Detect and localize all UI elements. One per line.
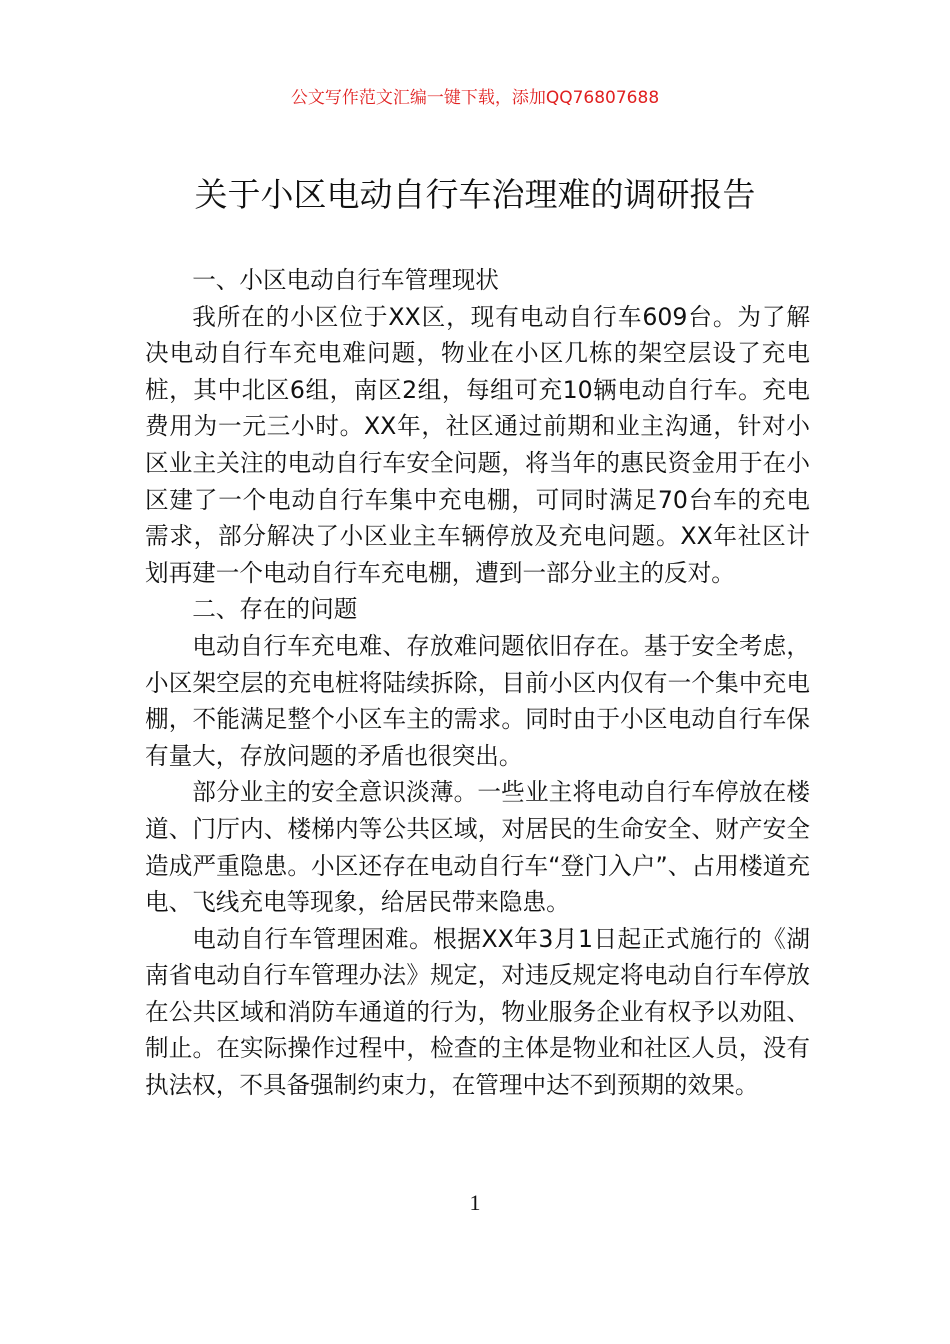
document-title: 关于小区电动自行车治理难的调研报告 <box>194 175 756 214</box>
promo-banner-text: 公文写作范文汇编一键下载，添加QQ76807688 <box>290 88 660 108</box>
section-heading-status: 一、小区电动自行车管理现状 <box>192 266 499 294</box>
section-heading-problems: 二、存在的问题 <box>192 595 358 624</box>
paragraph-charging-storage: 电动自行车充电难、存放难问题依旧存在。基于安全考虑，小区架空层的充电桩将陆续拆除，目前小区内仅有一个集中充电棚，不能满足整个小区车主的需求。同时由于小区电动自行车保有量大，存放问题的矛盾也很突出。 <box>145 631 810 770</box>
paragraph-management-difficulty: 电动自行车管理困难。根据XX年3月1日起正式施行的《湖南省电动自行车管理办法》规定，对违反规定将电动自行车停放在公共区域和消防车通道的行为，物业服务企业有权予以劝阻、制止。在实际操作过程中，检查的主体是物业和社区人员，没有执法权，不具备强制约束力，在管理中达不到预期的效果。 <box>145 924 810 1100</box>
paragraph-status-overview: 我所在的小区位于XX区，现有电动自行车609台。为了解决电动自行车充电难问题，物业在小区几栋的架空层设了充电桩，其中北区6组，南区2组，每组可充10辆电动自行车。充电费用为一元三小时。XX年，社区通过前期和业主沟通，针对小区业主关注的电动自行车安全问题，将当年的惠民资金用于在小区建了一个电动自行车集中充电棚，可同时满足70台车的充电需求，部分解决了小区业主车辆停放及充电问题。XX年社区计划再建一个电动自行车充电棚，遭到一部分业主的反对。 <box>145 302 810 587</box>
document-body <box>145 262 810 1104</box>
paragraph-safety-awareness: 部分业主的安全意识淡薄。一些业主将电动自行车停放在楼道、门厅内、楼梯内等公共区域，对居民的生命安全、财产安全造成严重隐患。小区还存在电动自行车“登门入户”、占用楼道充电、飞线充电等现象，给居民带来隐患。 <box>145 778 810 917</box>
page-number: 1 <box>469 1190 481 1215</box>
